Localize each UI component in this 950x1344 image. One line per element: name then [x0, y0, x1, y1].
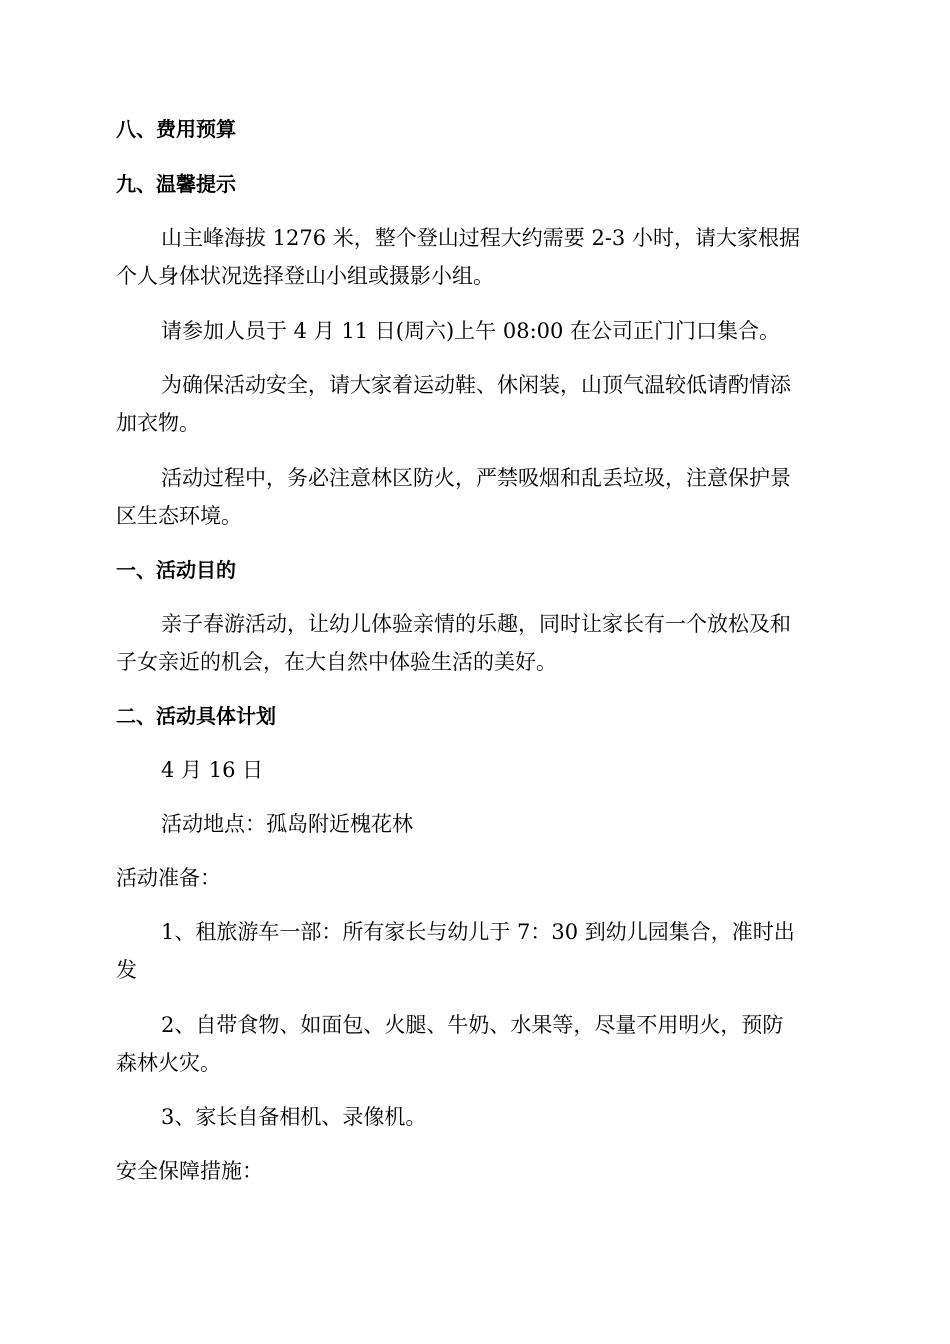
- heading-purpose: 一、活动目的: [116, 558, 236, 582]
- paragraph-prep2-line1: 2、自带食物、如面包、火腿、牛奶、水果等，尽量不用明火，预防: [161, 1013, 784, 1037]
- paragraph-purpose-line1: 亲子春游活动，让幼儿体验亲情的乐趣，同时让家长有一个放松及和: [161, 612, 791, 636]
- paragraph-mountain-line2: 个人身体状况选择登山小组或摄影小组。: [116, 264, 494, 288]
- paragraph-safety-line1: 为确保活动安全，请大家着运动鞋、休闲装，山顶气温较低请酌情添: [161, 373, 791, 397]
- heading-budget: 八、费用预算: [116, 117, 236, 141]
- paragraph-location: 活动地点：孤岛附近槐花林: [161, 812, 413, 836]
- paragraph-prep3: 3、家长自备相机、录像机。: [161, 1105, 427, 1129]
- paragraph-prep1-line1: 1、租旅游车一部：所有家长与幼儿于 7：30 到幼儿园集合，准时出: [161, 920, 795, 944]
- paragraph-fire-line1: 活动过程中，务必注意林区防火，严禁吸烟和乱丢垃圾，注意保护景: [161, 466, 791, 490]
- heading-tips: 九、温馨提示: [116, 172, 236, 196]
- paragraph-prep1-line2: 发: [116, 958, 137, 982]
- paragraph-safety-measures-label: 安全保障措施：: [116, 1159, 263, 1183]
- paragraph-mountain-line1: 山主峰海拔 1276 米，整个登山过程大约需要 2-3 小时，请大家根据: [161, 226, 800, 250]
- paragraph-purpose-line2: 子女亲近的机会，在大自然中体验生活的美好。: [116, 650, 557, 674]
- paragraph-date: 4 月 16 日: [161, 758, 264, 782]
- paragraph-preparation-label: 活动准备：: [116, 866, 221, 890]
- paragraph-safety-line2: 加衣物。: [116, 411, 200, 435]
- paragraph-fire-line2: 区生态环境。: [116, 504, 242, 528]
- paragraph-prep2-line2: 森林火灾。: [116, 1051, 221, 1075]
- heading-plan: 二、活动具体计划: [116, 704, 276, 728]
- paragraph-meeting-time: 请参加人员于 4 月 11 日(周六)上午 08:00 在公司正门门口集合。: [161, 319, 781, 343]
